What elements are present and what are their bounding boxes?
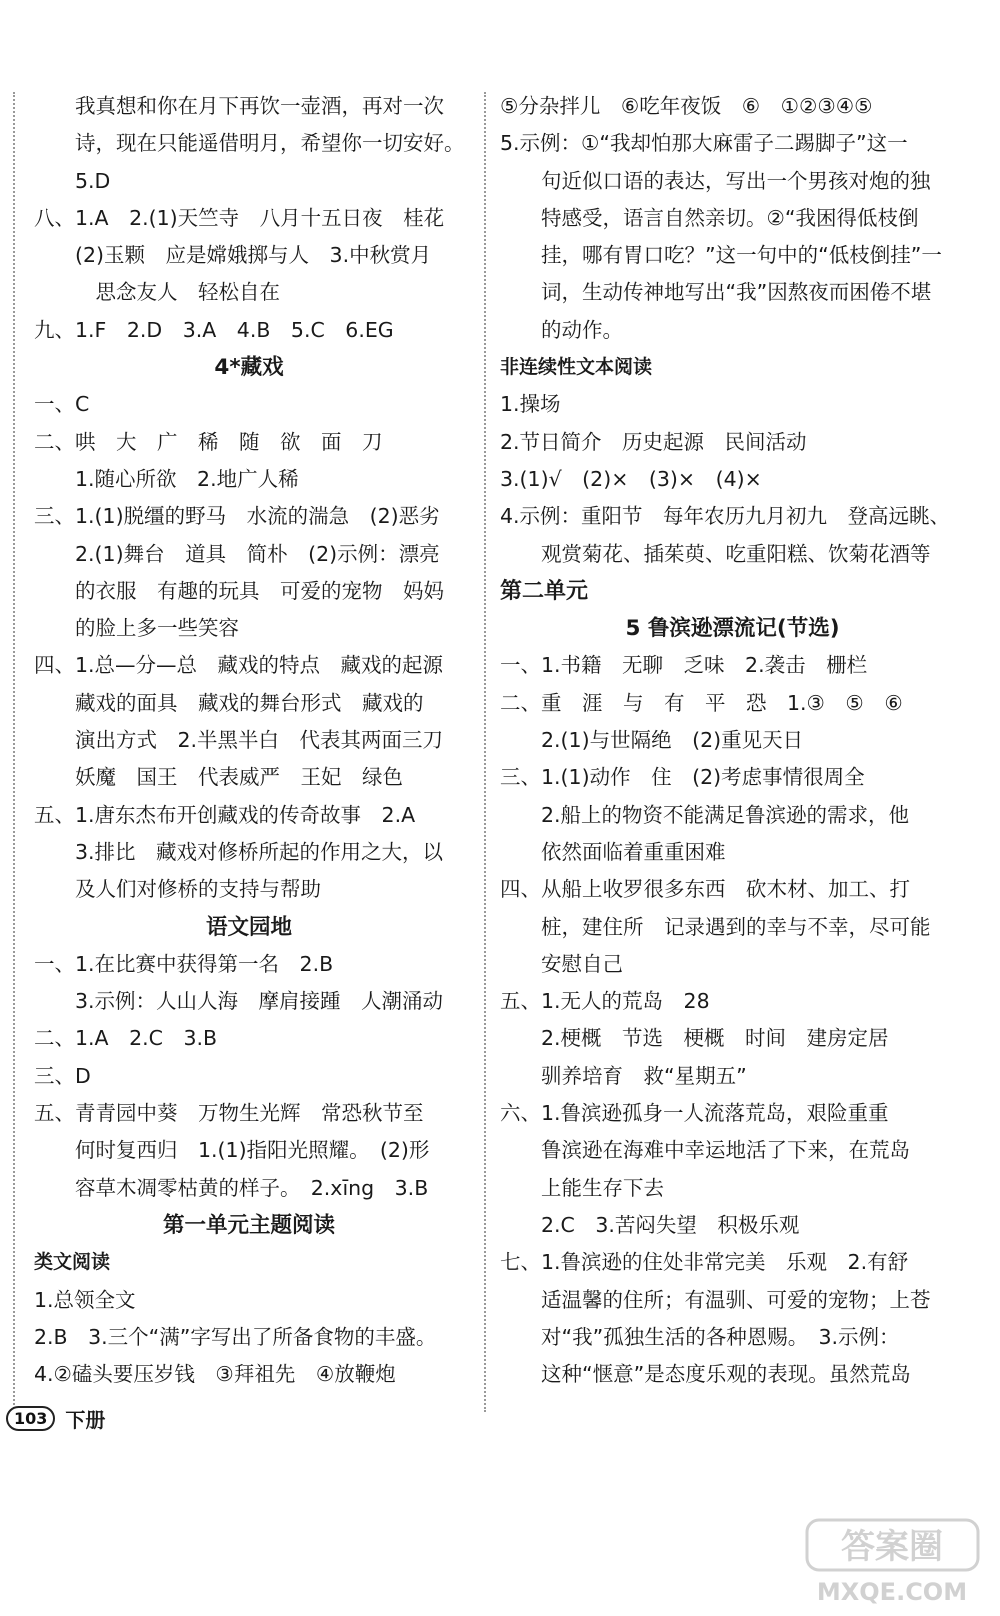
answer-line: 2.B 3.三个“满”字写出了所备食物的丰盛。 bbox=[34, 1324, 437, 1349]
answer-line: 驯养培育 救“星期五” bbox=[500, 1063, 747, 1088]
answer-line: 二、哄 大 广 稀 随 欲 面 刀 bbox=[34, 429, 383, 454]
answer-line: 一、C bbox=[34, 392, 90, 417]
answer-line: 四、从船上收罗很多东西 砍木材、加工、打 bbox=[500, 877, 910, 902]
answer-line: 1.总领全文 bbox=[34, 1287, 136, 1312]
answer-line: 五、1.唐东杰布开创藏戏的传奇故事 2.A bbox=[34, 802, 416, 827]
answer-line: 4.②磕头要压岁钱 ③拜祖先 ④放鞭炮 bbox=[34, 1362, 396, 1387]
answer-line: 六、1.鲁滨逊孤身一人流落荒岛，艰险重重 bbox=[500, 1101, 889, 1126]
answer-line: 1.随心所欲 2.地广人稀 bbox=[34, 466, 299, 491]
answer-line: 对“我”孤独生活的各种恩赐。 3.示例： bbox=[500, 1324, 900, 1349]
answer-line: 妖魔 国王 代表威严 王妃 绿色 bbox=[34, 765, 403, 790]
answer-line: 鲁滨逊在海难中幸运地活了下来，在荒岛 bbox=[500, 1138, 910, 1163]
answer-line: 诗，现在只能遥借明月，希望你一切安好。 bbox=[34, 131, 465, 156]
column-divider bbox=[484, 92, 486, 1412]
section-line: 第二单元 bbox=[500, 578, 589, 604]
answer-line: 何时复西归 1.(1)指阳光照耀。 (2)形 bbox=[34, 1138, 430, 1163]
answer-line: ⑤分杂拌儿 ⑥吃年夜饭 ⑥ ①②③④⑤ bbox=[500, 94, 873, 118]
answer-line: 2.(1)与世隔绝 (2)重见天日 bbox=[500, 728, 804, 753]
heading-line: 5 鲁滨逊漂流记(节选) bbox=[625, 616, 840, 642]
answer-line: 这种“惬意”是态度乐观的表现。虽然荒岛 bbox=[500, 1362, 911, 1387]
answer-line: 及人们对修桥的支持与帮助 bbox=[34, 877, 321, 902]
answer-line: 一、1.书籍 无聊 乏味 2.袭击 栅栏 bbox=[500, 653, 868, 678]
answer-line: 桩，建住所 记录遇到的幸与不幸，尽可能 bbox=[500, 914, 931, 939]
answer-line: 2.船上的物资不能满足鲁滨逊的需求，他 bbox=[500, 802, 910, 827]
answer-line: 三、1.(1)动作 住 (2)考虑事情很周全 bbox=[500, 765, 865, 790]
answer-line: 演出方式 2.半黑半白 代表其两面三刀 bbox=[34, 728, 444, 753]
answer-line: 思念友人 轻松自在 bbox=[34, 280, 280, 305]
answer-line: 3.(1)√ (2)× (3)× (4)× bbox=[500, 466, 762, 491]
subheading-line: 类文阅读 bbox=[34, 1251, 111, 1274]
answer-line: 安慰自己 bbox=[500, 951, 623, 976]
answer-line: 七、1.鲁滨逊的住处非常完美 乐观 2.有舒 bbox=[500, 1250, 909, 1275]
answer-line: 依然面临着重重困难 bbox=[500, 839, 726, 864]
answer-line: (2)玉颗 应是嫦娥掷与人 3.中秋赏月 bbox=[34, 243, 432, 268]
svg-text:答案圈: 答案圈 bbox=[841, 1527, 943, 1567]
answer-line: 特感受，语言自然亲切。②“我困得低枝倒 bbox=[500, 205, 919, 230]
answer-line: 2.梗概 节选 梗概 时间 建房定居 bbox=[500, 1026, 889, 1051]
answer-line: 二、1.A 2.C 3.B bbox=[34, 1026, 218, 1051]
left-margin-divider bbox=[13, 92, 15, 1412]
answer-line: 一、1.在比赛中获得第一名 2.B bbox=[34, 951, 334, 976]
answer-line: 四、1.总—分—总 藏戏的特点 藏戏的起源 bbox=[34, 653, 444, 678]
answer-line: 5.示例：①“我却怕那大麻雷子二踢脚子”这一 bbox=[500, 131, 908, 156]
answer-line: 词，生动传神地写出“我”因熬夜而困倦不堪 bbox=[500, 280, 932, 305]
page-number: 103 bbox=[6, 1406, 55, 1431]
svg-text:MXQE.COM: MXQE.COM bbox=[816, 1578, 968, 1606]
answer-line: 五、青青园中葵 万物生光辉 常恐秋节至 bbox=[34, 1101, 424, 1126]
answer-line: 的动作。 bbox=[500, 317, 623, 342]
subheading-line: 非连续性文本阅读 bbox=[500, 356, 653, 379]
right-column bbox=[500, 88, 965, 1393]
answer-line: 八、1.A 2.(1)天竺寺 八月十五日夜 桂花 bbox=[34, 205, 445, 230]
answer-line: 我真想和你在月下再饮一壶酒，再对一次 bbox=[34, 94, 444, 118]
answer-line: 4.示例：重阳节 每年农历九月初九 登高远眺、 bbox=[500, 504, 951, 529]
answer-line: 三、D bbox=[34, 1063, 91, 1088]
answer-line: 挂，哪有胃口吃？”这一句中的“低枝倒挂”一 bbox=[500, 243, 942, 268]
answer-line: 2.(1)舞台 道具 简朴 (2)示例：漂亮 bbox=[34, 541, 440, 566]
answer-line: 1.操场 bbox=[500, 392, 561, 417]
answer-line: 3.排比 藏戏对修桥所起的作用之大，以 bbox=[34, 839, 444, 864]
answer-line: 适温馨的住所；有温驯、可爱的宠物；上苍 bbox=[500, 1287, 931, 1312]
answer-line: 句近似口语的表达，写出一个男孩对炮的独 bbox=[500, 168, 931, 193]
answer-line: 五、1.无人的荒岛 28 bbox=[500, 989, 710, 1014]
answer-line: 九、1.F 2.D 3.A 4.B 5.C 6.EG bbox=[34, 317, 394, 342]
answer-line: 藏戏的面具 藏戏的舞台形式 藏戏的 bbox=[34, 690, 424, 715]
answer-line: 观赏菊花、插茱萸、吃重阳糕、饮菊花酒等 bbox=[500, 541, 931, 566]
heading-line: 4*藏戏 bbox=[214, 355, 284, 381]
answer-line: 3.示例：人山人海 摩肩接踵 人潮涌动 bbox=[34, 989, 444, 1014]
answer-line: 5.D bbox=[34, 168, 111, 193]
answer-line: 的衣服 有趣的玩具 可爱的宠物 妈妈 bbox=[34, 578, 444, 603]
heading-line: 第一单元主题阅读 bbox=[162, 1212, 335, 1238]
answer-line: 的脸上多一些笑容 bbox=[34, 616, 239, 641]
answer-line: 2.C 3.苦闷失望 积极乐观 bbox=[500, 1212, 800, 1237]
left-column bbox=[34, 88, 464, 1393]
answer-line: 三、1.(1)脱缰的野马 水流的湍急 (2)恶劣 bbox=[34, 504, 440, 529]
answer-line: 2.节日简介 历史起源 民间活动 bbox=[500, 429, 807, 454]
page-footer bbox=[6, 1404, 105, 1433]
answer-line: 容草木凋零枯黄的样子。 2.xīng 3.B bbox=[34, 1175, 429, 1200]
answer-line: 上能生存下去 bbox=[500, 1175, 664, 1200]
volume-label: 下册 bbox=[65, 1408, 106, 1432]
heading-line: 语文园地 bbox=[205, 914, 292, 940]
watermark-logo bbox=[805, 1518, 980, 1608]
answer-line: 二、重 涯 与 有 平 恐 1.③ ⑤ ⑥ bbox=[500, 690, 903, 715]
